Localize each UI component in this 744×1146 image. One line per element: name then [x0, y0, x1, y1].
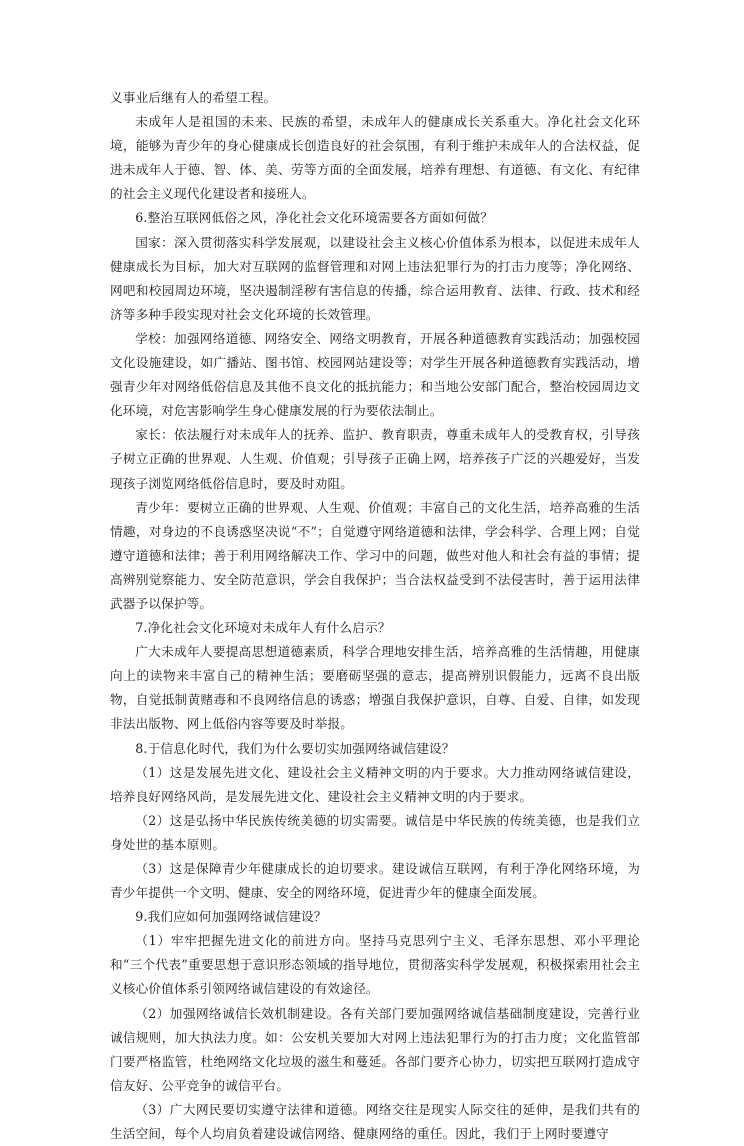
question-8: 8.于信息化时代，我们为什么要切实加强网络诚信建设？ [135, 740, 455, 756]
answer-6-state: 国家：深入贯彻落实科学发展观，以建设社会主义核心价值体系为根本，以促进未成年人健康成长为目标，加大对互联网的监督管理和对网上违法犯罪行为的打击力度等；净化网络、网吧和校园周边环境，坚决遏制淫秽有害信息的传播，综合运用教育、法律、行政、技术和经济等多种手段实现对社会文化环境的长效管理。 [110, 234, 640, 322]
paragraph-continuation: 义事业后继有人的希望工程。 [110, 90, 277, 105]
question-9: 9.我们应如何加强网络诚信建设？ [135, 909, 327, 925]
answer-6-youth: 青少年：要树立正确的世界观、人生观、价值观；丰富自己的文化生活，培养高雅的生活情趣，对身边的不良诱惑坚决说“不”；自觉遵守网络道德和法律，学会科学、合理上网；自觉遵守道德和法律；善于利用网络解决工作、学习中的问题，做些对他人和社会有益的事情；提高辨别觉察能力、安全防范意识，学会自我保护；当合法权益受到不法侵害时，善于运用法律武器予以保护等。 [110, 499, 640, 611]
question-7: 7.净化社会文化环境对未成年人有什么启示？ [135, 620, 391, 636]
answer-6-school: 学校：加强网络道德、网络安全、网络文明教育，开展各种道德教育实践活动；加强校园文化设施建设，如广播站、图书馆、校园网站建设等；对学生开展各种道德教育实践活动，增强青少年对网络低俗信息及其他不良文化的抵抗能力；和当地公安部门配合，整治校园周边文化环境，对危害影响学生身心健康发展的行为要依法制止。 [110, 330, 640, 419]
answer-7: 广大未成年人要提高思想道德素质，科学合理地安排生活，培养高雅的生活情趣，用健康向上的读物来丰富自己的精神生活；要磨砺坚强的意志，提高辨别识假能力，远离不良出版物，自觉抵制黄赌毒和不良网络信息的诱惑；增强自我保护意识，自尊、自爱、自律，如发现非法出版物、网上低俗内容等要及时举报。 [110, 644, 640, 732]
question-6: 6.整治互联网低俗之风，净化社会文化环境需要各方面如何做？ [135, 210, 494, 226]
answer-9-point-1: （1）牢牢把握先进文化的前进方向。坚持马克思列宁主义、毛泽东思想、邓小平理论和“三个代表”重要思想于意识形态领域的指导地位，贯彻落实科学发展观，积极探索用社会主义核心价值体系引领网络诚信建设的有效途径。 [110, 933, 640, 997]
answer-8-point-2: （2）这是弘扬中华民族传统美德的切实需要。诚信是中华民族的传统美德，也是我们立身处世的基本原则。 [110, 812, 640, 852]
answer-8-point-3: （3）这是保障青少年健康成长的迫切要求。建设诚信互联网，有利于净化网络环境，为青少年提供一个文明、健康、安全的网络环境，促进青少年的健康全面发展。 [110, 861, 640, 901]
paragraph-intro: 未成年人是祖国的未来、民族的希望，未成年人的健康成长关系重大。净化社会文化环境，能够为青少年的身心健康成长创造良好的社会氛围，有利于维护未成年人的合法权益，促进未成年人于德、智、体、美、劳等方面的全面发展，培养有理想、有道德、有文化、有纪律的社会主义现代化建设者和接班人。 [110, 114, 640, 202]
answer-9-point-2: （2）加强网络诚信长效机制建设。各有关部门要加强网络诚信基础制度建设，完善行业诚信规则，加大执法力度。如：公安机关要加大对网上违法犯罪行为的打击力度；文化监管部门要严格监管，杜绝网络文化垃圾的滋生和蔓延。各部门要齐心协力，切实把互联网打造成守信友好、公平竞争的诚信平台。 [110, 1005, 640, 1093]
document-page [110, 86, 640, 1146]
answer-6-parents: 家长：依法履行对未成年人的抚养、监护、教育职责，尊重未成年人的受教育权，引导孩子树立正确的世界观、人生观、价值观；引导孩子正确上网，培养孩子广泛的兴趣爱好，当发现孩子浏览网络低俗信息时，要及时劝阻。 [110, 427, 640, 491]
answer-9-point-3: （3）广大网民要切实遵守法律和道德。网络交往是现实人际交往的延伸，是我们共有的生活空间，每个人均肩负着建设诚信网络、健康网络的重任。因此，我们于上网时要遵守 [110, 1101, 640, 1142]
answer-8-point-1: （1）这是发展先进文化、建设社会主义精神文明的内于要求。大力推动网络诚信建设，培养良好网络风尚，是发展先进文化、建设社会主义精神文明的内于要求。 [110, 764, 640, 804]
